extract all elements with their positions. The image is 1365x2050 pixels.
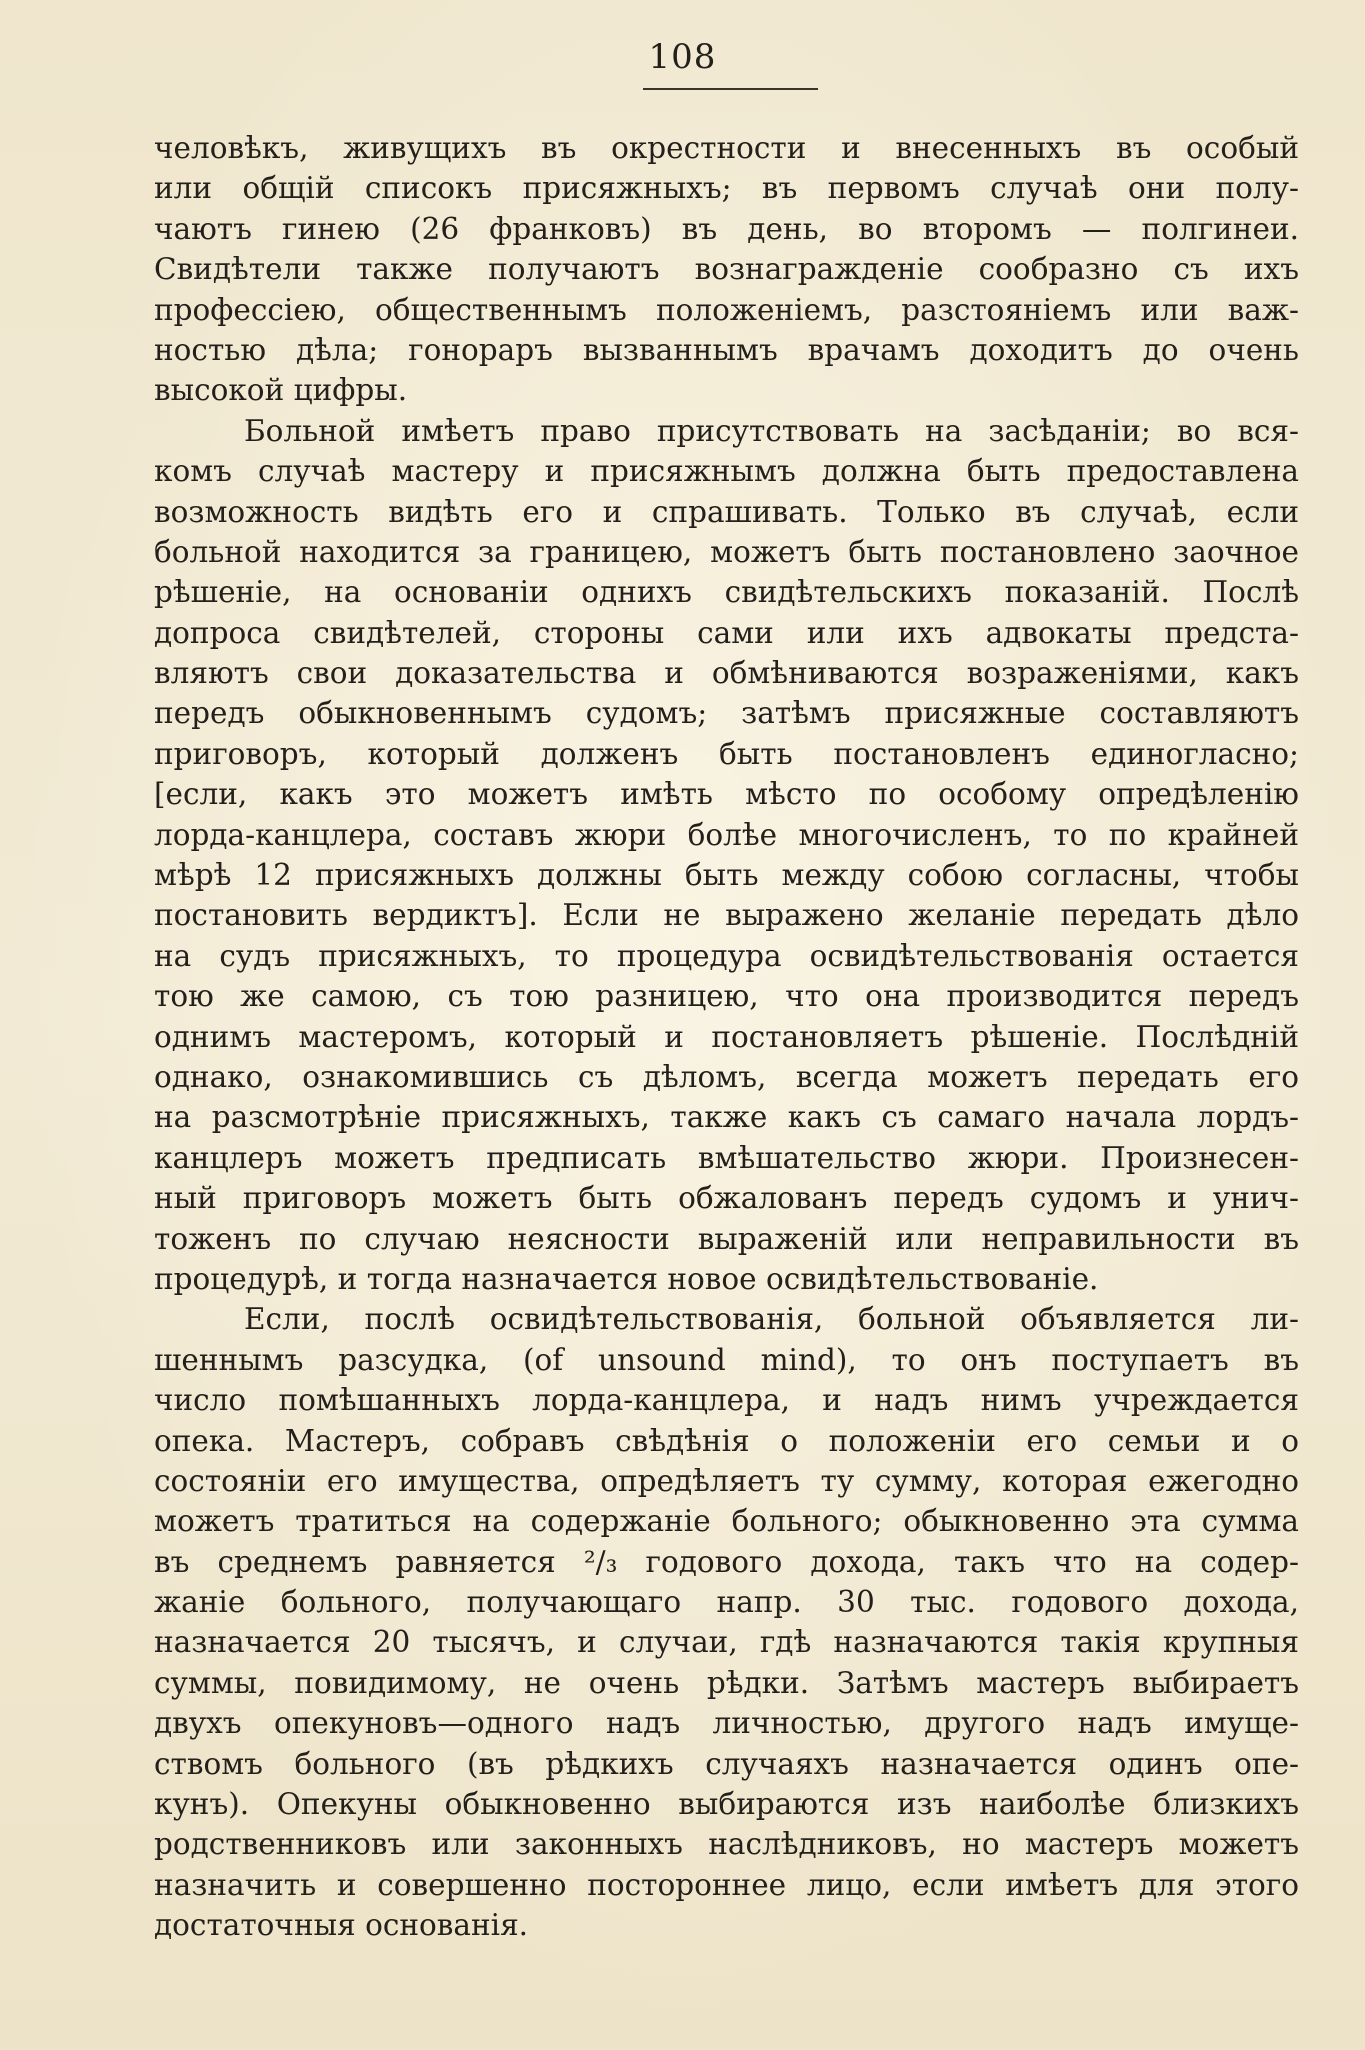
text-line: ностью дѣла; гонораръ вызваннымъ врачамъ доходитъ до очень (154, 332, 1299, 367)
text-line: высокой цифры. (154, 373, 408, 408)
text-line: тою же самою, съ тою разницею, что она производится передъ (154, 979, 1299, 1014)
text-line: достаточныя основанія. (154, 1908, 529, 1943)
text-line: однимъ мастеромъ, который и постановляетъ рѣшеніе. Послѣдній (154, 1019, 1299, 1054)
text-line: [если, какъ это можетъ имѣть мѣсто по особому опредѣленію (154, 777, 1299, 812)
text-line: Свидѣтели также получаютъ вознагражденіе сообразно съ ихъ (154, 252, 1299, 287)
text-line: однако, ознакомившись съ дѣломъ, всегда можетъ передать его (154, 1059, 1299, 1094)
text-line: въ среднемъ равняется ²/₃ годового дохода, такъ что на содер- (154, 1544, 1299, 1579)
paragraph-1 (154, 128, 1299, 411)
text-line: можетъ тратиться на содержаніе больного; обыкновенно эта сумма (154, 1504, 1299, 1539)
text-line: на судъ присяжныхъ, то процедура освидѣтельствованія остается (154, 938, 1299, 973)
text-line: опека. Мастеръ, собравъ свѣдѣнія о положеніи его семьи и о (154, 1423, 1299, 1458)
text-line: процедурѣ, и тогда назначается новое освидѣтельствованіе. (154, 1261, 1099, 1296)
page-number: 108 (648, 37, 717, 77)
text-line: родственниковъ или законныхъ наслѣдниковъ, но мастеръ можетъ (154, 1827, 1299, 1862)
text-line: шеннымъ разсудка, (of unsound mind), то онъ поступаетъ въ (154, 1342, 1299, 1377)
text-line: жаніе больного, получающаго напр. 30 тыс. годового дохода, (154, 1585, 1299, 1620)
text-line: вляютъ свои доказательства и обмѣниваются возраженіями, какъ (154, 656, 1299, 691)
text-line: канцлеръ можетъ предписать вмѣшательство жюри. Произнесен- (154, 1140, 1299, 1175)
text-line: состояніи его имущества, опредѣляетъ ту сумму, которая ежегодно (154, 1463, 1299, 1498)
paragraph-2 (154, 411, 1299, 1300)
text-line: профессіею, общественнымъ положеніемъ, разстояніемъ или важ- (154, 292, 1299, 327)
text-line: допроса свидѣтелей, стороны сами или ихъ адвокаты предста- (154, 615, 1299, 650)
text-line: возможность видѣть его и спрашивать. Только въ случаѣ, если (154, 494, 1299, 529)
text-line: приговоръ, который долженъ быть постановленъ единогласно; (154, 736, 1299, 771)
text-line: постановить вердиктъ]. Если не выражено желаніе передать дѣло (154, 898, 1299, 933)
text-line: или общій списокъ присяжныхъ; въ первомъ случаѣ они полу- (154, 171, 1299, 206)
text-line: назначается 20 тысячъ, и случаи, гдѣ назначаются такія крупныя (154, 1625, 1299, 1660)
text-line: человѣкъ, живущихъ въ окрестности и внесенныхъ въ особый (154, 131, 1299, 165)
paragraph-3 (154, 1299, 1299, 1945)
text-line: лорда-канцлера, составъ жюри болѣе многочисленъ, то по крайней (154, 817, 1299, 852)
text-line: больной находится за границею, можетъ быть постановлено заочное (154, 534, 1299, 569)
text-line: кунъ). Опекуны обыкновенно выбираются изъ наиболѣе близкихъ (154, 1787, 1299, 1822)
text-line: ствомъ больного (въ рѣдкихъ случаяхъ назначается одинъ опе- (154, 1746, 1299, 1781)
text-line: Больной имѣетъ право присутствовать на засѣданіи; во вся- (244, 413, 1299, 448)
text-line: мѣрѣ 12 присяжныхъ должны быть между собою согласны, чтобы (154, 858, 1299, 893)
text-line: на разсмотрѣніе присяжныхъ, также какъ съ самаго начала лордъ- (154, 1100, 1299, 1135)
text-line: двухъ опекуновъ—одного надъ личностью, другого надъ имуще- (154, 1706, 1299, 1741)
header-rule (643, 88, 818, 90)
text-line: передъ обыкновеннымъ судомъ; затѣмъ присяжные составляютъ (154, 696, 1299, 731)
text-line: число помѣшанныхъ лорда-канцлера, и надъ нимъ учреждается (154, 1383, 1299, 1418)
text-line: комъ случаѣ мастеру и присяжнымъ должна быть предоставлена (154, 454, 1299, 489)
text-line: чаютъ гинею (26 франковъ) въ день, во второмъ — полгинеи. (154, 211, 1299, 246)
text-line: рѣшеніе, на основаніи однихъ свидѣтельскихъ показаній. Послѣ (154, 575, 1299, 610)
text-line: суммы, повидимому, не очень рѣдки. Затѣмъ мастеръ выбираетъ (154, 1665, 1299, 1700)
text-line: тоженъ по случаю неясности выраженій или неправильности въ (154, 1221, 1299, 1256)
text-line: Если, послѣ освидѣтельствованія, больной объявляется ли- (244, 1302, 1299, 1337)
body-text (154, 128, 1299, 1946)
text-line: ный приговоръ можетъ быть обжалованъ передъ судомъ и унич- (154, 1181, 1299, 1216)
text-line: назначить и совершенно постороннее лицо, если имѣетъ для этого (154, 1867, 1299, 1902)
